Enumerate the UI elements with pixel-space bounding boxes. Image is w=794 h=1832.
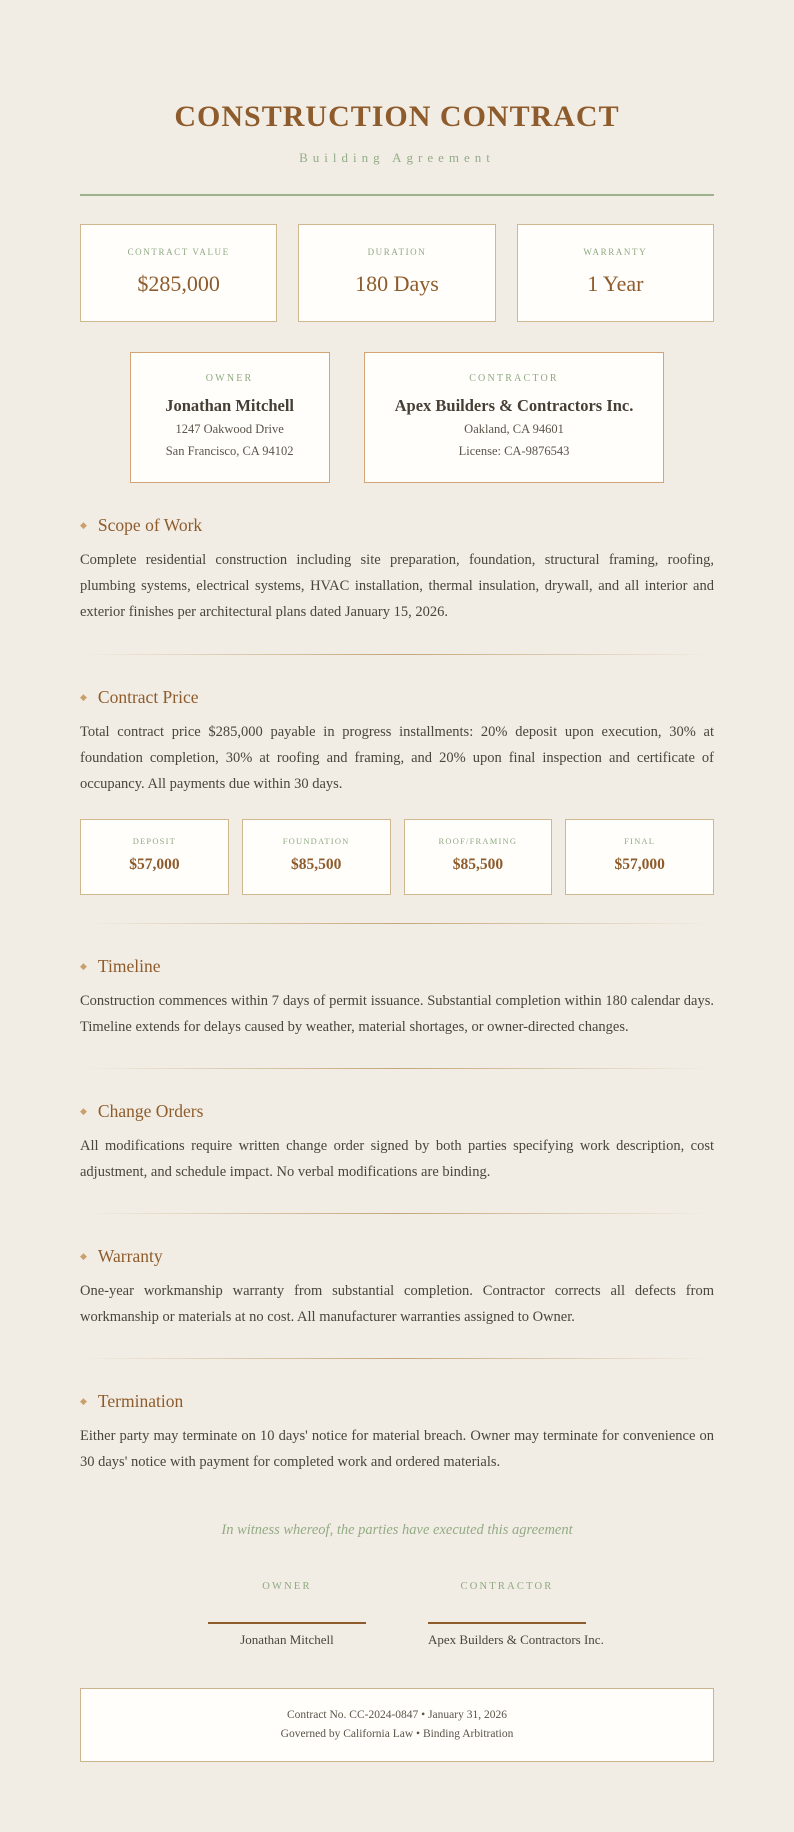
header-divider [80, 194, 714, 196]
party-address-line: 1247 Oakwood Drive [175, 422, 284, 436]
section-change-orders [80, 1101, 714, 1185]
stat-label: DURATION [367, 247, 427, 257]
section-body: One-year workmanship warranty from substantial completion. Contractor corrects all defects from workmanship or materials at no cost. All manufacturer warranties assigned to Owner. [80, 1283, 714, 1326]
page-title: CONSTRUCTION CONTRACT [174, 100, 620, 133]
stat-card-warranty [517, 224, 714, 322]
section-body: Construction commences within 7 days of permit issuance. Substantial completion within 180 calendar days. Timeline extends for delays caused by weather, material shortages, or owner-directed changes. [80, 992, 714, 1035]
section-scope-of-work [80, 515, 714, 625]
section-heading [80, 956, 714, 977]
signature-role-label: CONTRACTOR [460, 1580, 554, 1592]
party-role-label: OWNER [205, 373, 254, 384]
diamond-bullet-icon: ◆ [80, 520, 87, 531]
section-title: Warranty [97, 1246, 163, 1267]
party-card-owner [130, 352, 330, 483]
document-header [80, 100, 714, 196]
payment-card-final [565, 819, 714, 895]
party-address-line: Oakland, CA 94601 [464, 422, 564, 436]
payments-row [80, 819, 714, 895]
section-contract-price [80, 687, 714, 895]
section-body: Total contract price $285,000 payable in progress installments: 20% deposit upon execution, 30% at foundation completion, 30% at roofing and framing, and 20% upon final inspection and certificate of occupancy. All payments due within 30 days. [80, 723, 714, 792]
payment-card-roof-framing [404, 819, 553, 895]
page-subtitle: Building Agreement [299, 150, 495, 165]
signature-line [208, 1622, 366, 1624]
contract-footer [80, 1688, 714, 1762]
section-termination [80, 1391, 714, 1475]
section-divider [80, 1358, 714, 1359]
section-warranty [80, 1246, 714, 1330]
section-divider [80, 1213, 714, 1214]
signature-name: Jonathan Mitchell [240, 1631, 334, 1647]
signature-role-label: OWNER [262, 1580, 312, 1592]
section-title: Contract Price [97, 686, 199, 707]
payment-card-deposit [80, 819, 229, 895]
stat-label: WARRANTY [583, 247, 648, 257]
section-heading [80, 1391, 714, 1412]
section-divider [80, 923, 714, 924]
section-divider [80, 654, 714, 655]
signature-row [80, 1581, 714, 1648]
diamond-bullet-icon: ◆ [80, 960, 87, 971]
payment-value: $57,000 [129, 855, 180, 873]
stats-row [80, 224, 714, 322]
section-title: Scope of Work [97, 515, 203, 536]
party-name: Jonathan Mitchell [165, 396, 294, 415]
payment-label: FOUNDATION [282, 835, 350, 846]
signature-block-contractor [428, 1580, 604, 1648]
section-title: Change Orders [97, 1101, 204, 1121]
section-body: Either party may terminate on 10 days' notice for material breach. Owner may terminate for convenience on 30 days' notice with payment for completed work and ordered materials. [80, 1428, 714, 1471]
section-timeline [80, 956, 714, 1040]
signature-block-owner [208, 1581, 366, 1648]
payment-label: DEPOSIT [132, 835, 177, 846]
party-address-line: License: CA-9876543 [458, 444, 570, 459]
stat-card-duration [298, 224, 495, 322]
stat-value: 180 Days [355, 271, 439, 296]
diamond-bullet-icon: ◆ [80, 1106, 87, 1116]
payment-value: $85,500 [290, 855, 342, 873]
diamond-bullet-icon: ◆ [80, 1396, 87, 1407]
party-address-line: San Francisco, CA 94102 [165, 444, 294, 459]
section-heading [80, 1246, 714, 1267]
section-heading [80, 1101, 714, 1122]
party-card-contractor [364, 352, 665, 483]
parties-row [80, 352, 714, 483]
diamond-bullet-icon: ◆ [80, 691, 87, 702]
section-title: Timeline [97, 955, 161, 976]
stat-label: CONTRACT VALUE [127, 247, 230, 257]
payment-label: FINAL [624, 835, 656, 846]
section-body: All modifications require written change order signed by both parties specifying work description, cost adjustment, and schedule impact. No verbal modifications are binding. [80, 1138, 714, 1181]
party-role-label: CONTRACTOR [469, 373, 559, 384]
footer-contract-number: Contract No. CC-2024-0847 • January 31, 2026 [287, 1708, 507, 1721]
signature-line [428, 1622, 586, 1624]
section-heading [80, 515, 714, 536]
payment-label: ROOF/FRAMING [438, 835, 518, 846]
diamond-bullet-icon: ◆ [80, 1251, 87, 1262]
signature-name: Apex Builders & Contractors Inc. [428, 1631, 604, 1647]
section-title: Termination [97, 1391, 184, 1412]
payment-value: $85,500 [452, 855, 504, 873]
footer-governing-law: Governed by California Law • Binding Arbitration [280, 1727, 514, 1740]
stat-value: $285,000 [137, 271, 220, 296]
witness-statement: In witness whereof, the parties have executed this agreement [221, 1521, 573, 1538]
party-name: Apex Builders & Contractors Inc. [394, 396, 634, 415]
payment-card-foundation [242, 819, 391, 895]
payment-value: $57,000 [614, 855, 665, 873]
stat-card-contract-value [80, 224, 277, 322]
section-divider [80, 1068, 714, 1069]
section-body: Complete residential construction including site preparation, foundation, structural framing, roofing, plumbing systems, electrical systems, HVAC installation, thermal insulation, drywall, and all interior and exterior finishes per architectural plans dated January 15, 2026. [80, 552, 714, 621]
stat-value: 1 Year [587, 271, 644, 296]
section-heading [80, 687, 714, 708]
